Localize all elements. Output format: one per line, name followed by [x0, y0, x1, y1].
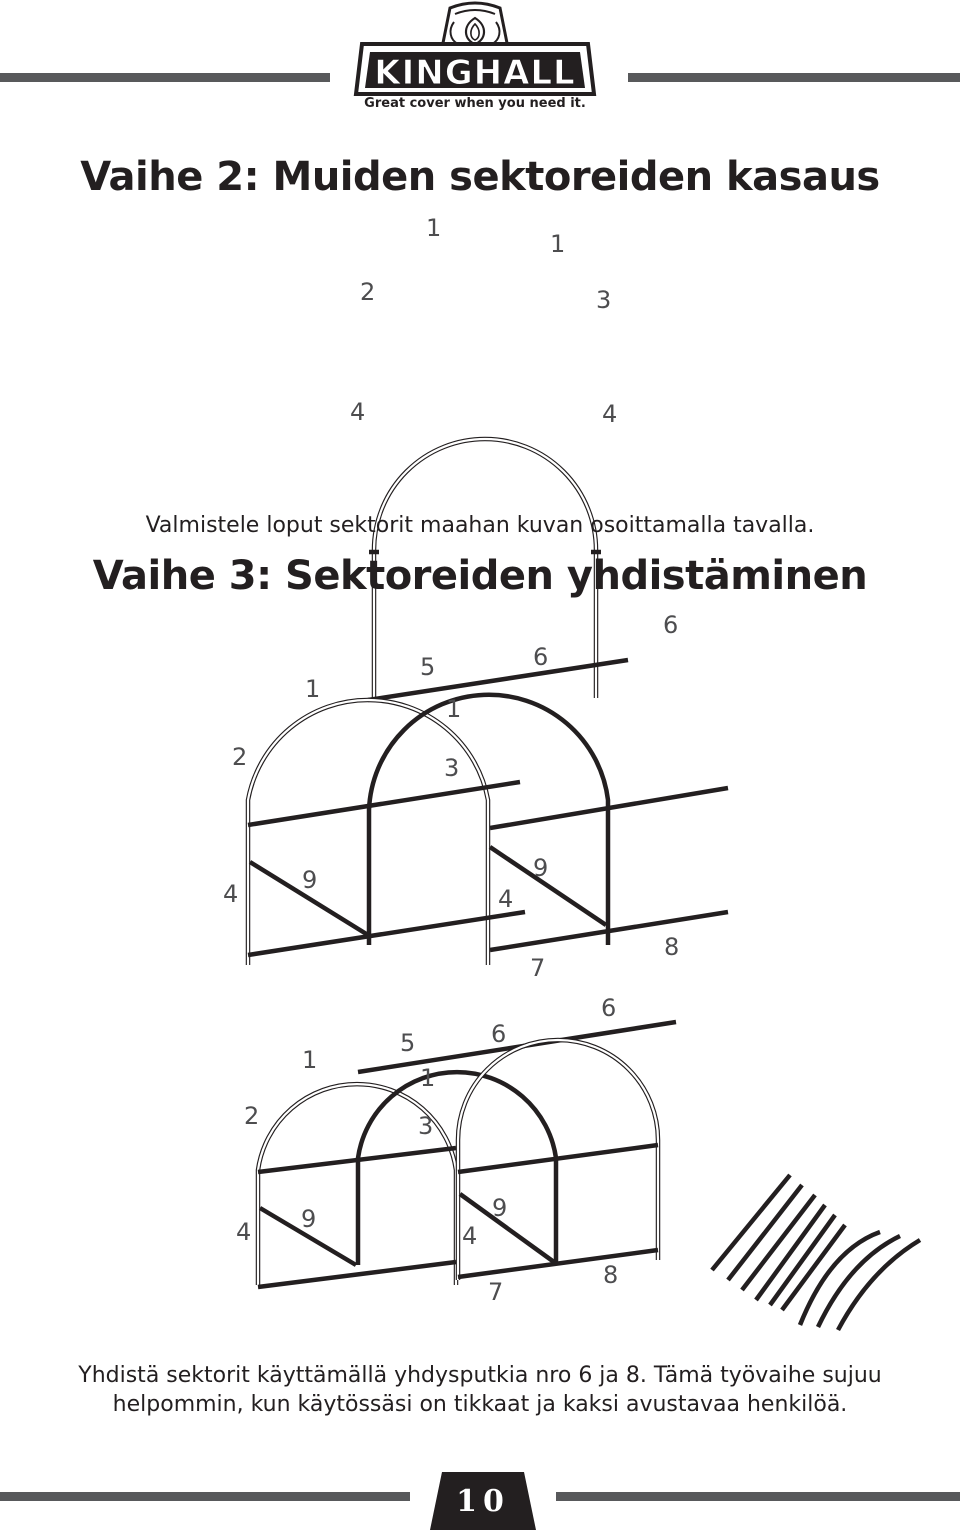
step2-label-3: 3	[596, 286, 612, 314]
fig2-label-4a: 4	[236, 1218, 252, 1246]
header-rule-left	[0, 73, 330, 82]
step2-label-4b: 4	[602, 400, 618, 428]
fig1-label-8: 8	[664, 933, 680, 961]
fig1-label-9a: 9	[302, 866, 318, 894]
fig2-label-6a: 6	[491, 1020, 507, 1048]
footer-rule-right	[556, 1492, 960, 1501]
fig2-label-9a: 9	[301, 1205, 317, 1233]
fig1-label-1b: 1	[446, 695, 462, 723]
fig2-label-1: 1	[302, 1046, 318, 1074]
step3-caption-line2: helpommin, kun käytössäsi on tikkaat ja kaksi avustavaa henkilöä.	[112, 1392, 848, 1417]
fig1-label-5: 5	[420, 653, 436, 681]
step2-figure	[0, 210, 960, 490]
fig1-label-4a: 4	[223, 880, 239, 908]
step2-caption: Valmistele loput sektorit maahan kuvan osoittamalla tavalla.	[145, 513, 815, 538]
fig2-label-7: 7	[488, 1278, 504, 1306]
fig2-label-5: 5	[400, 1029, 416, 1057]
fig2-label-6b: 6	[601, 994, 617, 1022]
step2-label-4a: 4	[350, 398, 366, 426]
fig2-label-8: 8	[603, 1261, 619, 1289]
step2-label-1a: 1	[426, 214, 442, 242]
header-rule-right	[628, 73, 960, 82]
step2-label-2: 2	[360, 278, 376, 306]
fig2-label-2: 2	[244, 1102, 260, 1130]
fig2-label-1b: 1	[420, 1064, 436, 1092]
fig1-label-7: 7	[530, 954, 546, 982]
step2-label-1b: 1	[550, 230, 566, 258]
fig1-label-2: 2	[232, 743, 248, 771]
step2-title: Vaihe 2: Muiden sektoreiden kasaus	[80, 154, 880, 200]
fig1-label-6b: 6	[663, 611, 679, 639]
step3-figure-1	[0, 605, 960, 985]
fig2-label-9b: 9	[492, 1194, 508, 1222]
fig1-label-3: 3	[444, 754, 460, 782]
brand-tagline: Great cover when you need it.	[364, 96, 586, 111]
step3-caption-line1: Yhdistä sektorit käyttämällä yhdysputkia nro 6 ja 8. Tämä työvaihe sujuu	[78, 1363, 882, 1388]
fig1-label-1: 1	[305, 675, 321, 703]
crown-icon	[442, 3, 508, 48]
fig1-label-9b: 9	[533, 854, 549, 882]
brand-wordmark: KINGHALL	[374, 53, 576, 93]
fig1-label-4b: 4	[498, 885, 514, 913]
footer-rule-left	[0, 1492, 410, 1501]
step3-title: Vaihe 3: Sektoreiden yhdistäminen	[92, 553, 868, 599]
step3-figure-2	[0, 990, 960, 1330]
fig1-label-6a: 6	[533, 643, 549, 671]
fig2-label-4b: 4	[462, 1222, 478, 1250]
fig2-label-3: 3	[418, 1112, 434, 1140]
page-number: 10	[456, 1484, 510, 1519]
